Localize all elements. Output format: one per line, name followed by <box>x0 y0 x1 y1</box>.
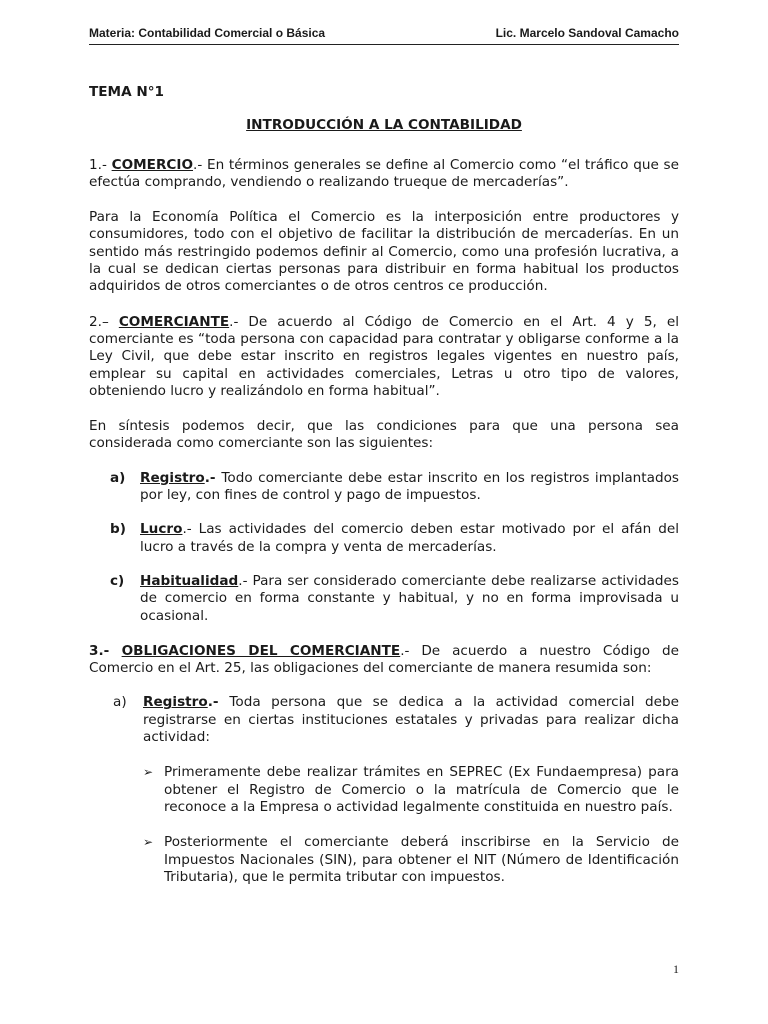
paragraph-economia-politica: Para la Economía Política el Comercio es la interposición entre productores y consumidores, todo con el objetivo de facilitar la distribución de mercaderías. En un sentido más restringido podemos definir al Comercio, como una profesión lucrativa, a la cual se dedican ciertas personas para distribuir en forma habitual los productos adquiridos de otros comerciantes o de otros centros ce producción. <box>89 209 679 295</box>
list-term: Lucro <box>140 521 183 538</box>
page-header <box>89 24 679 45</box>
obligation-item <box>89 694 679 746</box>
list-item <box>89 470 679 505</box>
header-subject: Materia: Contabilidad Comercial o Básica <box>89 26 326 40</box>
list-term: Registro <box>140 469 205 486</box>
list-separator: .- <box>238 572 253 589</box>
topic-number: TEMA N°1 <box>89 84 164 100</box>
section-comercio <box>89 157 679 192</box>
list-term: Registro <box>143 694 208 711</box>
paragraph-sintesis: En síntesis podemos decir, que las condiciones para que una persona sea considerada como comerciante son las siguientes: <box>89 418 679 452</box>
section-term: COMERCIANTE <box>118 313 230 330</box>
list-text: Todo comerciante debe estar inscrito en los registros implantados por ley, con fines de control y pago de impuestos. <box>140 469 679 504</box>
document-body <box>89 80 679 886</box>
bullet-item <box>89 764 679 816</box>
page-number: 1 <box>673 962 679 976</box>
arrow-bullet-icon: ➢ <box>143 835 154 850</box>
list-marker: b) <box>110 521 126 538</box>
bullet-text: Posteriormente el comerciante deberá inscribirse en la Servicio de Impuestos Nacionales (SIN), para obtener el NIT (Número de Identificación Tributaria), que le permita tributar con impuestos. <box>164 834 679 885</box>
bullet-item <box>89 834 679 886</box>
section-term: COMERCIO <box>111 156 194 173</box>
section-text: .- De acuerdo a nuestro Código de Comercio en el Art. 25, las obligaciones del comerciante de manera resumida son: <box>89 642 679 677</box>
arrow-bullet-icon: ➢ <box>143 765 154 780</box>
list-item <box>89 521 679 556</box>
list-marker: c) <box>110 572 125 589</box>
list-item <box>89 573 679 625</box>
section-number: 2.– <box>89 313 119 330</box>
list-text: Las actividades del comercio deben estar motivado por el afán del lucro a través de la compra y venta de mercaderías. <box>140 521 679 555</box>
section-text: .- En términos generales se define al Comercio como “el tráfico que se efectúa comprando, vendiendo o realizando trueque de mercaderías”. <box>89 156 679 190</box>
list-separator: .- <box>204 469 222 486</box>
section-number: 3.- <box>89 642 122 659</box>
list-separator: .- <box>182 521 199 538</box>
section-text: .- De acuerdo al Código de Comercio en el Art. 4 y 5, el comerciante es “toda persona con capacidad para contratar y obligarse conforme a la Ley Civil, que debe estar inscrito en registros legales vigentes en nuestro país, emplear su capital en actividades comerciales, Letras u otro tipo de valores, obteniendo lucro y realizándolo en forma habitual”. <box>89 313 679 399</box>
header-author: Lic. Marcelo Sandoval Camacho <box>495 26 679 40</box>
section-number: 1.- <box>89 156 112 173</box>
document-title: INTRODUCCIÓN A LA CONTABILIDAD <box>246 117 522 134</box>
list-text: Toda persona que se dedica a la actividad comercial debe registrarse en ciertas instituciones estatales y privadas para realizar dicha actividad: <box>143 694 679 746</box>
list-text: Para ser considerado comerciante debe realizarse actividades de comercio en forma constante y habitual, y no en forma improvisada u ocasional. <box>140 572 679 624</box>
list-marker: a) <box>113 694 127 711</box>
list-marker: a) <box>110 469 126 486</box>
section-term: OBLIGACIONES DEL COMERCIANTE <box>121 642 401 659</box>
conditions-list <box>89 470 679 625</box>
list-separator: .- <box>207 694 230 711</box>
list-term: Habitualidad <box>140 572 239 589</box>
section-obligaciones <box>89 643 679 678</box>
section-comerciante <box>89 314 679 400</box>
bullet-text: Primeramente debe realizar trámites en SEPREC (Ex Fundaempresa) para obtener el Registro de Comercio o la matrícula de Comercio que le reconoce a la Empresa o actividad legalmente constituida en nuestro país. <box>164 764 679 815</box>
